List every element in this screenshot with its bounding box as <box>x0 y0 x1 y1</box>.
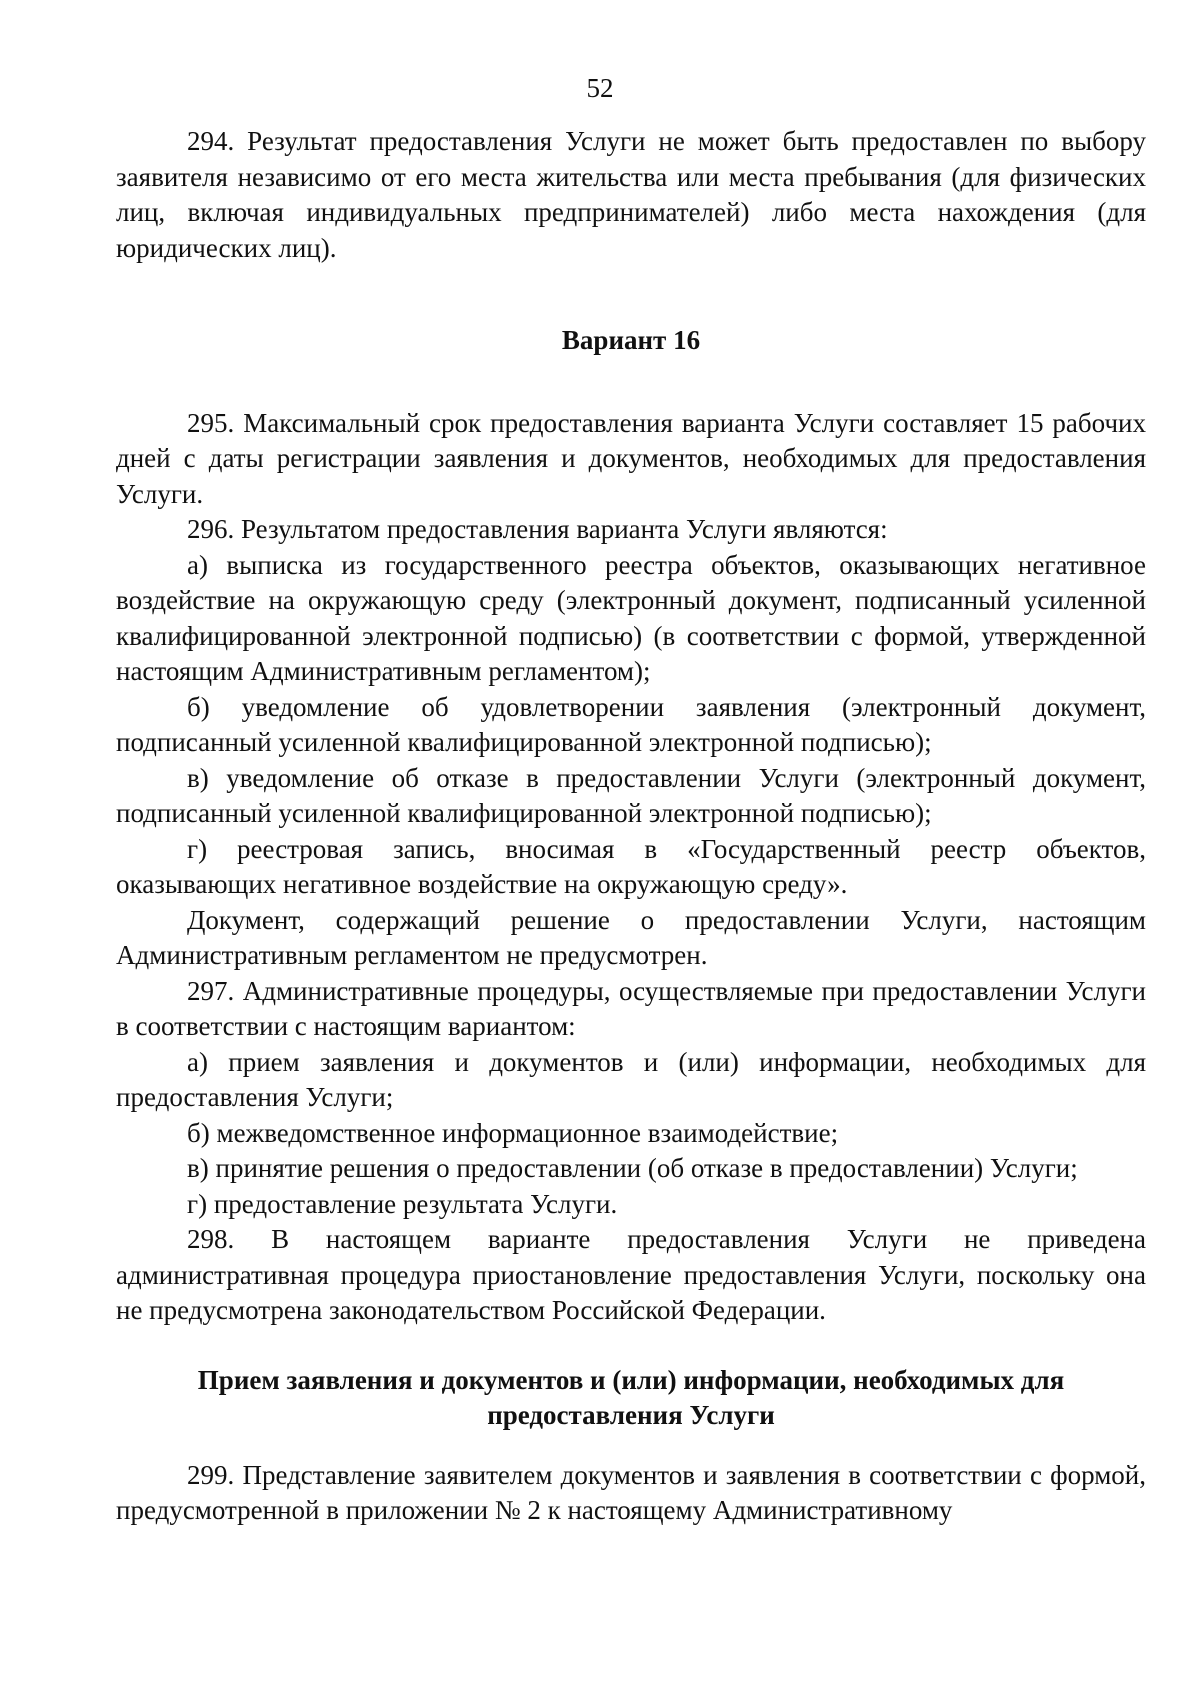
list-item-297-g: г) предоставление результата Услуги. <box>187 1188 618 1219</box>
document-body <box>116 124 1146 1529</box>
list-item-297-v: в) принятие решения о предоставлении (об отказе в предоставлении) Услуги; <box>187 1153 1078 1183</box>
paragraph-295: 295. Максимальный срок предоставления варианта Услуги составляет 15 рабочих дней с даты регистрации заявления и документов, необходимых для предоставления Услуги. <box>116 407 1146 509</box>
page-number: 52 <box>586 73 614 103</box>
paragraph-299: 299. Представление заявителем документов и заявления в соответствии с формой, предусмотренной в приложении № 2 к настоящему Административному <box>116 1459 1146 1525</box>
heading-reception-line-1: Прием заявления и документов и (или) информации, необходимых для <box>197 1364 1065 1395</box>
list-item-296-v: в) уведомление об отказе в предоставлении Услуги (электронный документ, подписанный усиленной квалифицированной электронной подписью); <box>116 762 1146 828</box>
heading-reception-line-2: предоставления Услуги <box>487 1400 775 1430</box>
paragraph-decision-document: Документ, содержащий решение о предоставлении Услуги, настоящим Административным регламентом не предусмотрен. <box>116 904 1146 970</box>
list-item-297-b: б) межведомственное информационное взаимодействие; <box>187 1117 839 1148</box>
heading-reception <box>116 1363 1146 1434</box>
list-item-296-a: а) выписка из государственного реестра объектов, оказывающих негативное воздействие на окружающую среду (электронный документ, подписанный усиленной квалифицированной электронной подписью) (в соответствии с формой, утвержденной настоящим Административным регламентом); <box>116 549 1146 686</box>
paragraph-296: 296. Результатом предоставления варианта Услуги являются: <box>187 514 888 544</box>
list-item-297-a: а) прием заявления и документов и (или) информации, необходимых для предоставления Услуги; <box>116 1046 1146 1112</box>
list-item-296-g: г) реестровая запись, вносимая в «Государственный реестр объектов, оказывающих негативное воздействие на окружающую среду». <box>116 833 1146 899</box>
list-item-296-b: б) уведомление об удовлетворении заявления (электронный документ, подписанный усиленной квалифицированной электронной подписью); <box>116 691 1146 757</box>
paragraph-294: 294. Результат предоставления Услуги не может быть предоставлен по выбору заявителя независимо от его места жительства или места пребывания (для физических лиц, включая индивидуальных предпринимателей) либо места нахождения (для юридических лиц). <box>116 126 1146 263</box>
paragraph-298: 298. В настоящем варианте предоставления Услуги не приведена административная процедура приостановление предоставления Услуги, поскольку она не предусмотрена законодательством Российской Федерации. <box>116 1224 1146 1325</box>
heading-variant-16: Вариант 16 <box>561 325 701 355</box>
paragraph-297: 297. Административные процедуры, осуществляемые при предоставлении Услуги в соответствии с настоящим вариантом: <box>116 975 1146 1041</box>
